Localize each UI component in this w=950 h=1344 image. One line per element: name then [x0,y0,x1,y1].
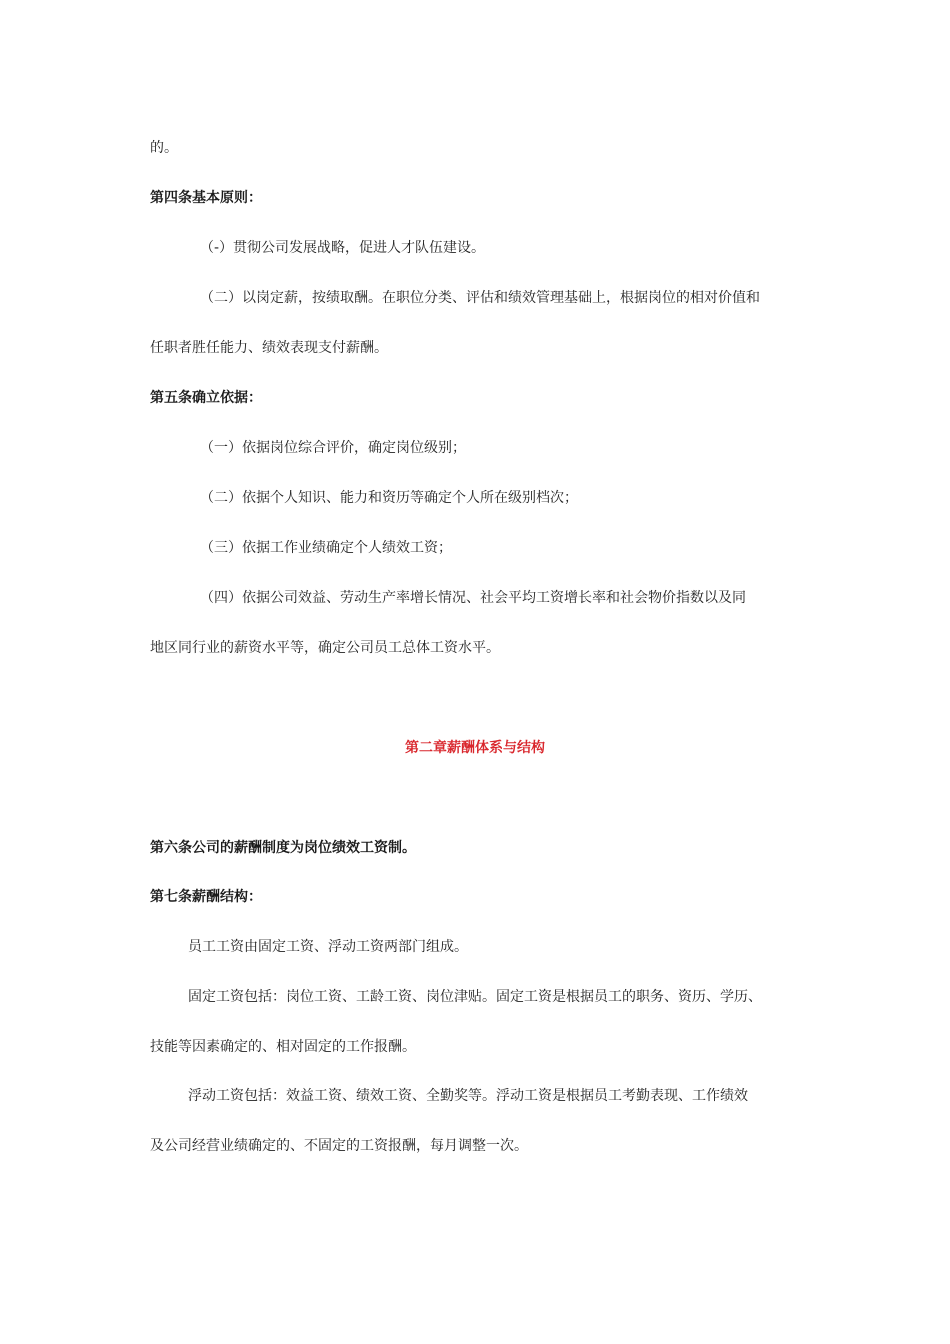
article-5-item-1: （一）依据岗位综合评价，确定岗位级别； [200,440,466,456]
article-4-item-2-line-2: 任职者胜任能力、绩效表现支付薪酬。 [150,340,388,356]
article-7-paragraph-1: 员工工资由固定工资、浮动工资两部门组成。 [188,939,468,955]
article-4-item-1: （-）贯彻公司发展战略，促进人才队伍建设。 [200,240,486,256]
article-5-item-2: （二）依据个人知识、能力和资历等确定个人所在级别档次； [200,490,578,506]
article-7-paragraph-2-line-2: 技能等因素确定的、相对固定的工作报酬。 [150,1039,416,1055]
article-7-heading: 第七条薪酬结构： [150,889,262,905]
article-6-heading: 第六条公司的薪酬制度为岗位绩效工资制。 [150,840,416,856]
article-5-item-3: （三）依据工作业绩确定个人绩效工资； [200,540,452,556]
article-5-item-4-line-2: 地区同行业的薪资水平等，确定公司员工总体工资水平。 [150,640,500,656]
article-5-item-4-line-1: （四）依据公司效益、劳动生产率增长情况、社会平均工资增长率和社会物价指数以及同 [200,590,746,606]
article-7-paragraph-3-line-2: 及公司经营业绩确定的、不固定的工资报酬，每月调整一次。 [150,1138,528,1154]
article-4-heading: 第四条基本原则： [150,190,262,206]
article-7-paragraph-2-line-1: 固定工资包括：岗位工资、工龄工资、岗位津贴。固定工资是根据员工的职务、资历、学历、 [188,989,762,1005]
paragraph-continuation: 的。 [150,140,178,156]
article-5-heading: 第五条确立依据： [150,390,262,406]
article-7-paragraph-3-line-1: 浮动工资包括：效益工资、绩效工资、全勤奖等。浮动工资是根据员工考勤表现、工作绩效 [188,1088,748,1104]
chapter-2-heading: 第二章薪酬体系与结构 [405,740,545,756]
article-4-item-2-line-1: （二）以岗定薪，按绩取酬。在职位分类、评估和绩效管理基础上，根据岗位的相对价值和 [200,290,760,306]
